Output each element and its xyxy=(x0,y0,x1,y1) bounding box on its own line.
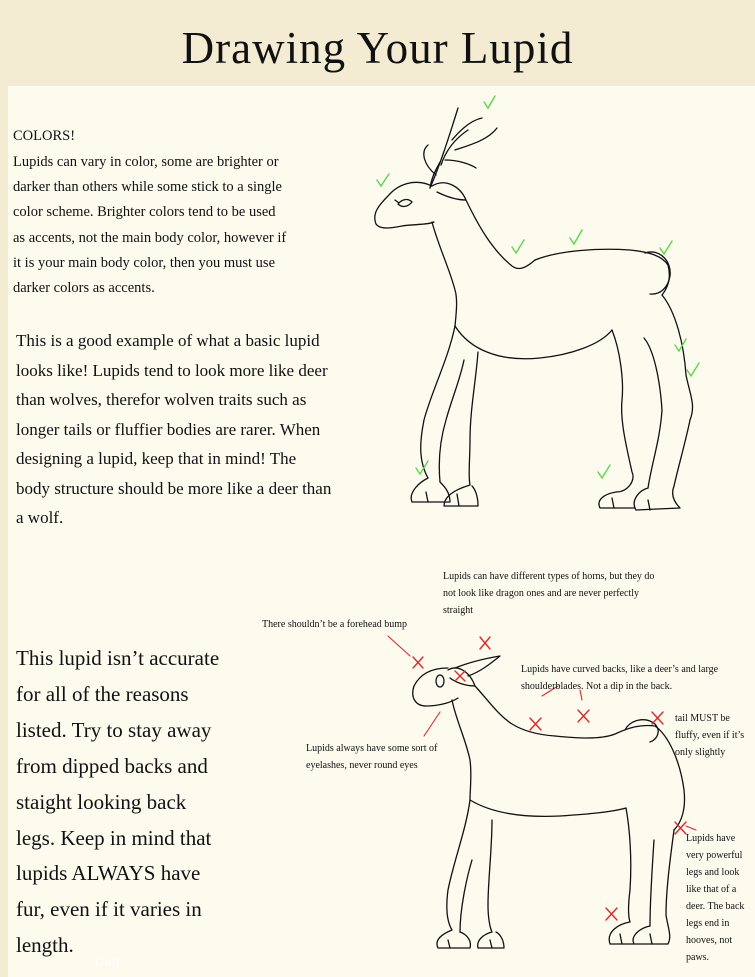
colors-heading: COLORS! xyxy=(13,128,76,144)
check-icon xyxy=(660,241,672,254)
cross-icon xyxy=(455,671,465,681)
check-icon xyxy=(675,339,686,351)
annotation-legs: Lupids have very powerful legs and look like that of a deer. The back legs end in hooves, not paws. xyxy=(686,833,745,963)
good-example-paragraph: This is a good example of what a basic lupid looks like! Lupids tend to look more like deer than wolves, therefor wolven traits such as longer tails or fluffier bodies are rarer. When designing a lupid, keep that in mind! The body structure should be more like a deer than a wolf. xyxy=(16,331,332,527)
cross-icon xyxy=(413,657,423,668)
good-lupid-drawing xyxy=(375,108,693,510)
cross-icon xyxy=(480,637,490,649)
bad-lupid-drawing xyxy=(413,656,685,948)
check-icon xyxy=(377,174,389,186)
page-title: Drawing Your Lupid xyxy=(181,23,574,73)
annotation-back: Lupids have curved backs, like a deer’s and large shoulderblades. Not a dip in the back. xyxy=(521,664,719,692)
cross-icon xyxy=(606,908,617,920)
annotation-horns: Lupids can have different types of horns, but they do not look like dragon ones and are never perfectly straight xyxy=(443,571,655,616)
cross-icon xyxy=(578,710,589,722)
colors-paragraph: Lupids can vary in color, some are brighter or darker than others while some stick to a single color scheme. Brighter colors tend to be used as accents, not the main body color, however if it is your main body color, then you must use darker colors as accents. xyxy=(13,154,287,297)
bad-example-paragraph: This lupid isn’t accurate for all of the reasons listed. Try to stay away from dipped backs and staight looking back legs. Keep in mind that lupids ALWAYS have fur, even if it varies in length. xyxy=(16,646,220,958)
check-marks xyxy=(377,96,699,478)
check-icon xyxy=(570,230,582,244)
annotation-tail: tail MUST be fluffy, even if it’s only slightly xyxy=(675,713,745,758)
cross-icon xyxy=(652,712,663,724)
annotation-eyes: Lupids always have some sort of eyelashes, never round eyes xyxy=(306,743,438,771)
check-icon xyxy=(598,465,610,478)
check-icon xyxy=(512,240,524,253)
check-icon xyxy=(484,96,495,108)
artist-signature: Cuff xyxy=(95,955,121,969)
check-icon xyxy=(687,363,699,376)
cross-icon xyxy=(530,718,541,730)
annotation-forehead: There shouldn’t be a forehead bump xyxy=(262,619,408,630)
